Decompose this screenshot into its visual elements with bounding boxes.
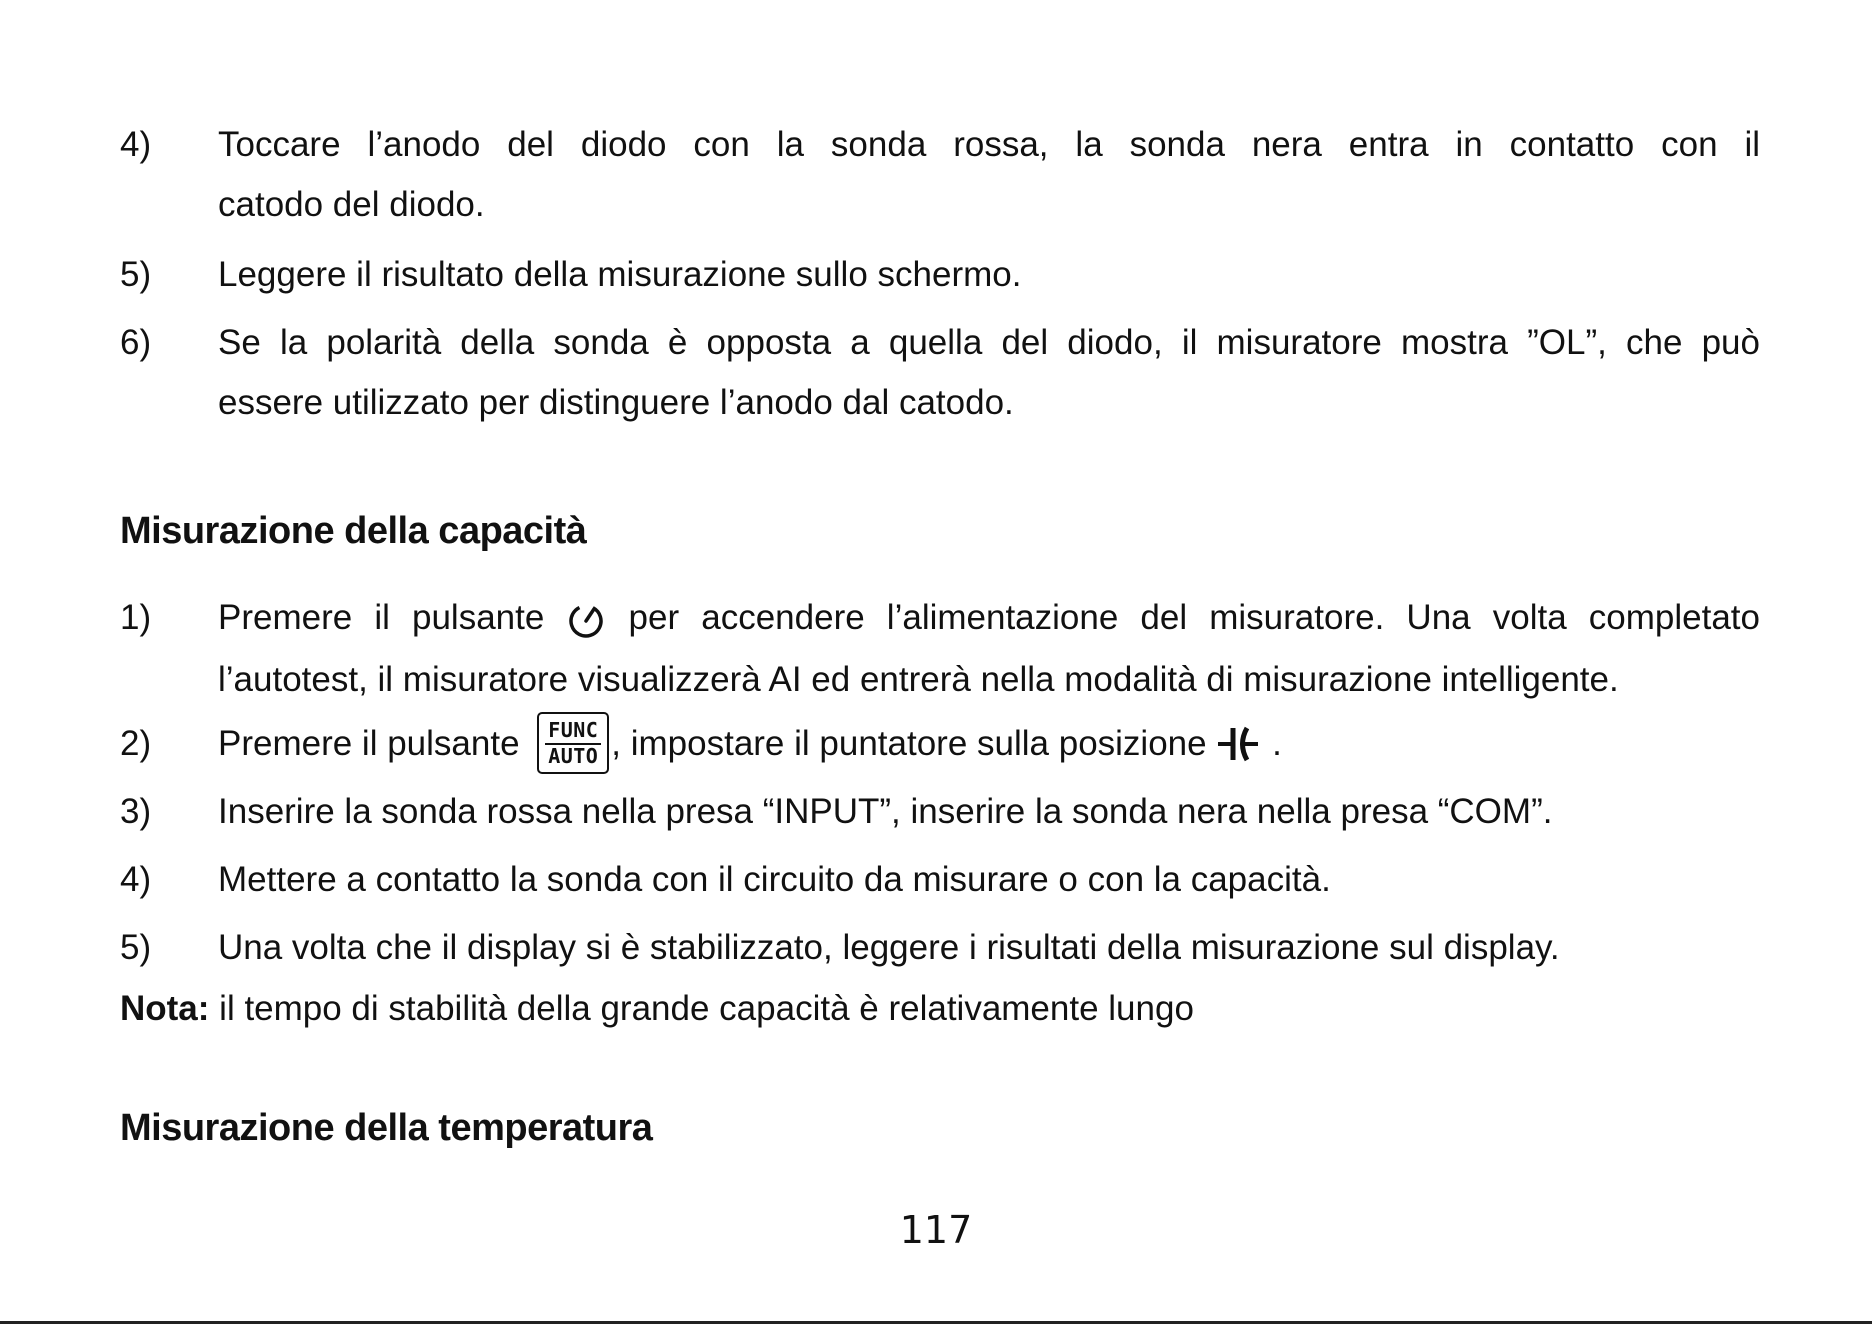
list-text-part: Premere il pulsante [218, 598, 545, 637]
list-text [218, 588, 1760, 650]
list-text-continuation: catodo del diodo. [218, 185, 485, 224]
list-text-part: . [1262, 724, 1282, 763]
list-number: 5) [120, 255, 152, 294]
func-key-label: FUNC [548, 717, 599, 742]
list-text: Mettere a contatto la sonda con il circuito da misurare o con la capacità. [218, 860, 1331, 899]
list-item [120, 588, 1760, 710]
list-text [218, 714, 1760, 777]
list-number: 6) [120, 323, 152, 362]
list-text-part: Premere il pulsante [218, 724, 520, 763]
list-text: Se la polarità della sonda è opposta a quella del diodo, il misuratore mostra ”OL”, che può [218, 323, 1760, 362]
note [120, 979, 1194, 1039]
list-number: 4) [120, 860, 152, 899]
list-item [120, 115, 1760, 235]
page-number: 117 [899, 1208, 973, 1252]
list-number: 4) [120, 125, 152, 164]
list-text-part: per accendere l’alimentazione del misuratore. Una volta completato [606, 598, 1760, 637]
list-item [120, 245, 1760, 305]
list-item [120, 313, 1760, 433]
note-text: il tempo di stabilità della grande capacità è relativamente lungo [209, 989, 1194, 1028]
list-number: 3) [120, 792, 152, 831]
list-text: Toccare l’anodo del diodo con la sonda rossa, la sonda nera entra in contatto con il [218, 125, 1760, 164]
list-text: Leggere il risultato della misurazione sullo schermo. [218, 255, 1022, 294]
list-text-continuation: essere utilizzato per distinguere l’anodo dal catodo. [218, 383, 1014, 422]
list-text-part: , impostare il puntatore sulla posizione [611, 724, 1207, 763]
list-number: 2) [120, 724, 152, 763]
auto-key-label: AUTO [548, 743, 599, 768]
list-text: Una volta che il display si è stabilizzato, leggere i risultati della misurazione sul display. [218, 928, 1560, 967]
list-number: 1) [120, 598, 152, 637]
section-heading-capacity: Misurazione della capacità [120, 510, 587, 552]
list-number: 5) [120, 928, 152, 967]
list-text: Inserire la sonda rossa nella presa “INPUT”, inserire la sonda nera nella presa “COM”. [218, 792, 1553, 831]
func-auto-key-icon [537, 712, 609, 774]
list-item [120, 918, 1760, 978]
note-label: Nota: [120, 989, 210, 1028]
capacitor-icon [1216, 716, 1262, 776]
list-item [120, 714, 1760, 777]
list-item [120, 850, 1760, 910]
list-item [120, 782, 1760, 842]
section-heading-temperature: Misurazione della temperatura [120, 1107, 653, 1149]
list-text-continuation: l’autotest, il misuratore visualizzerà AI ed entrerà nella modalità di misurazione intelligente. [218, 659, 1619, 699]
power-icon [566, 590, 606, 650]
